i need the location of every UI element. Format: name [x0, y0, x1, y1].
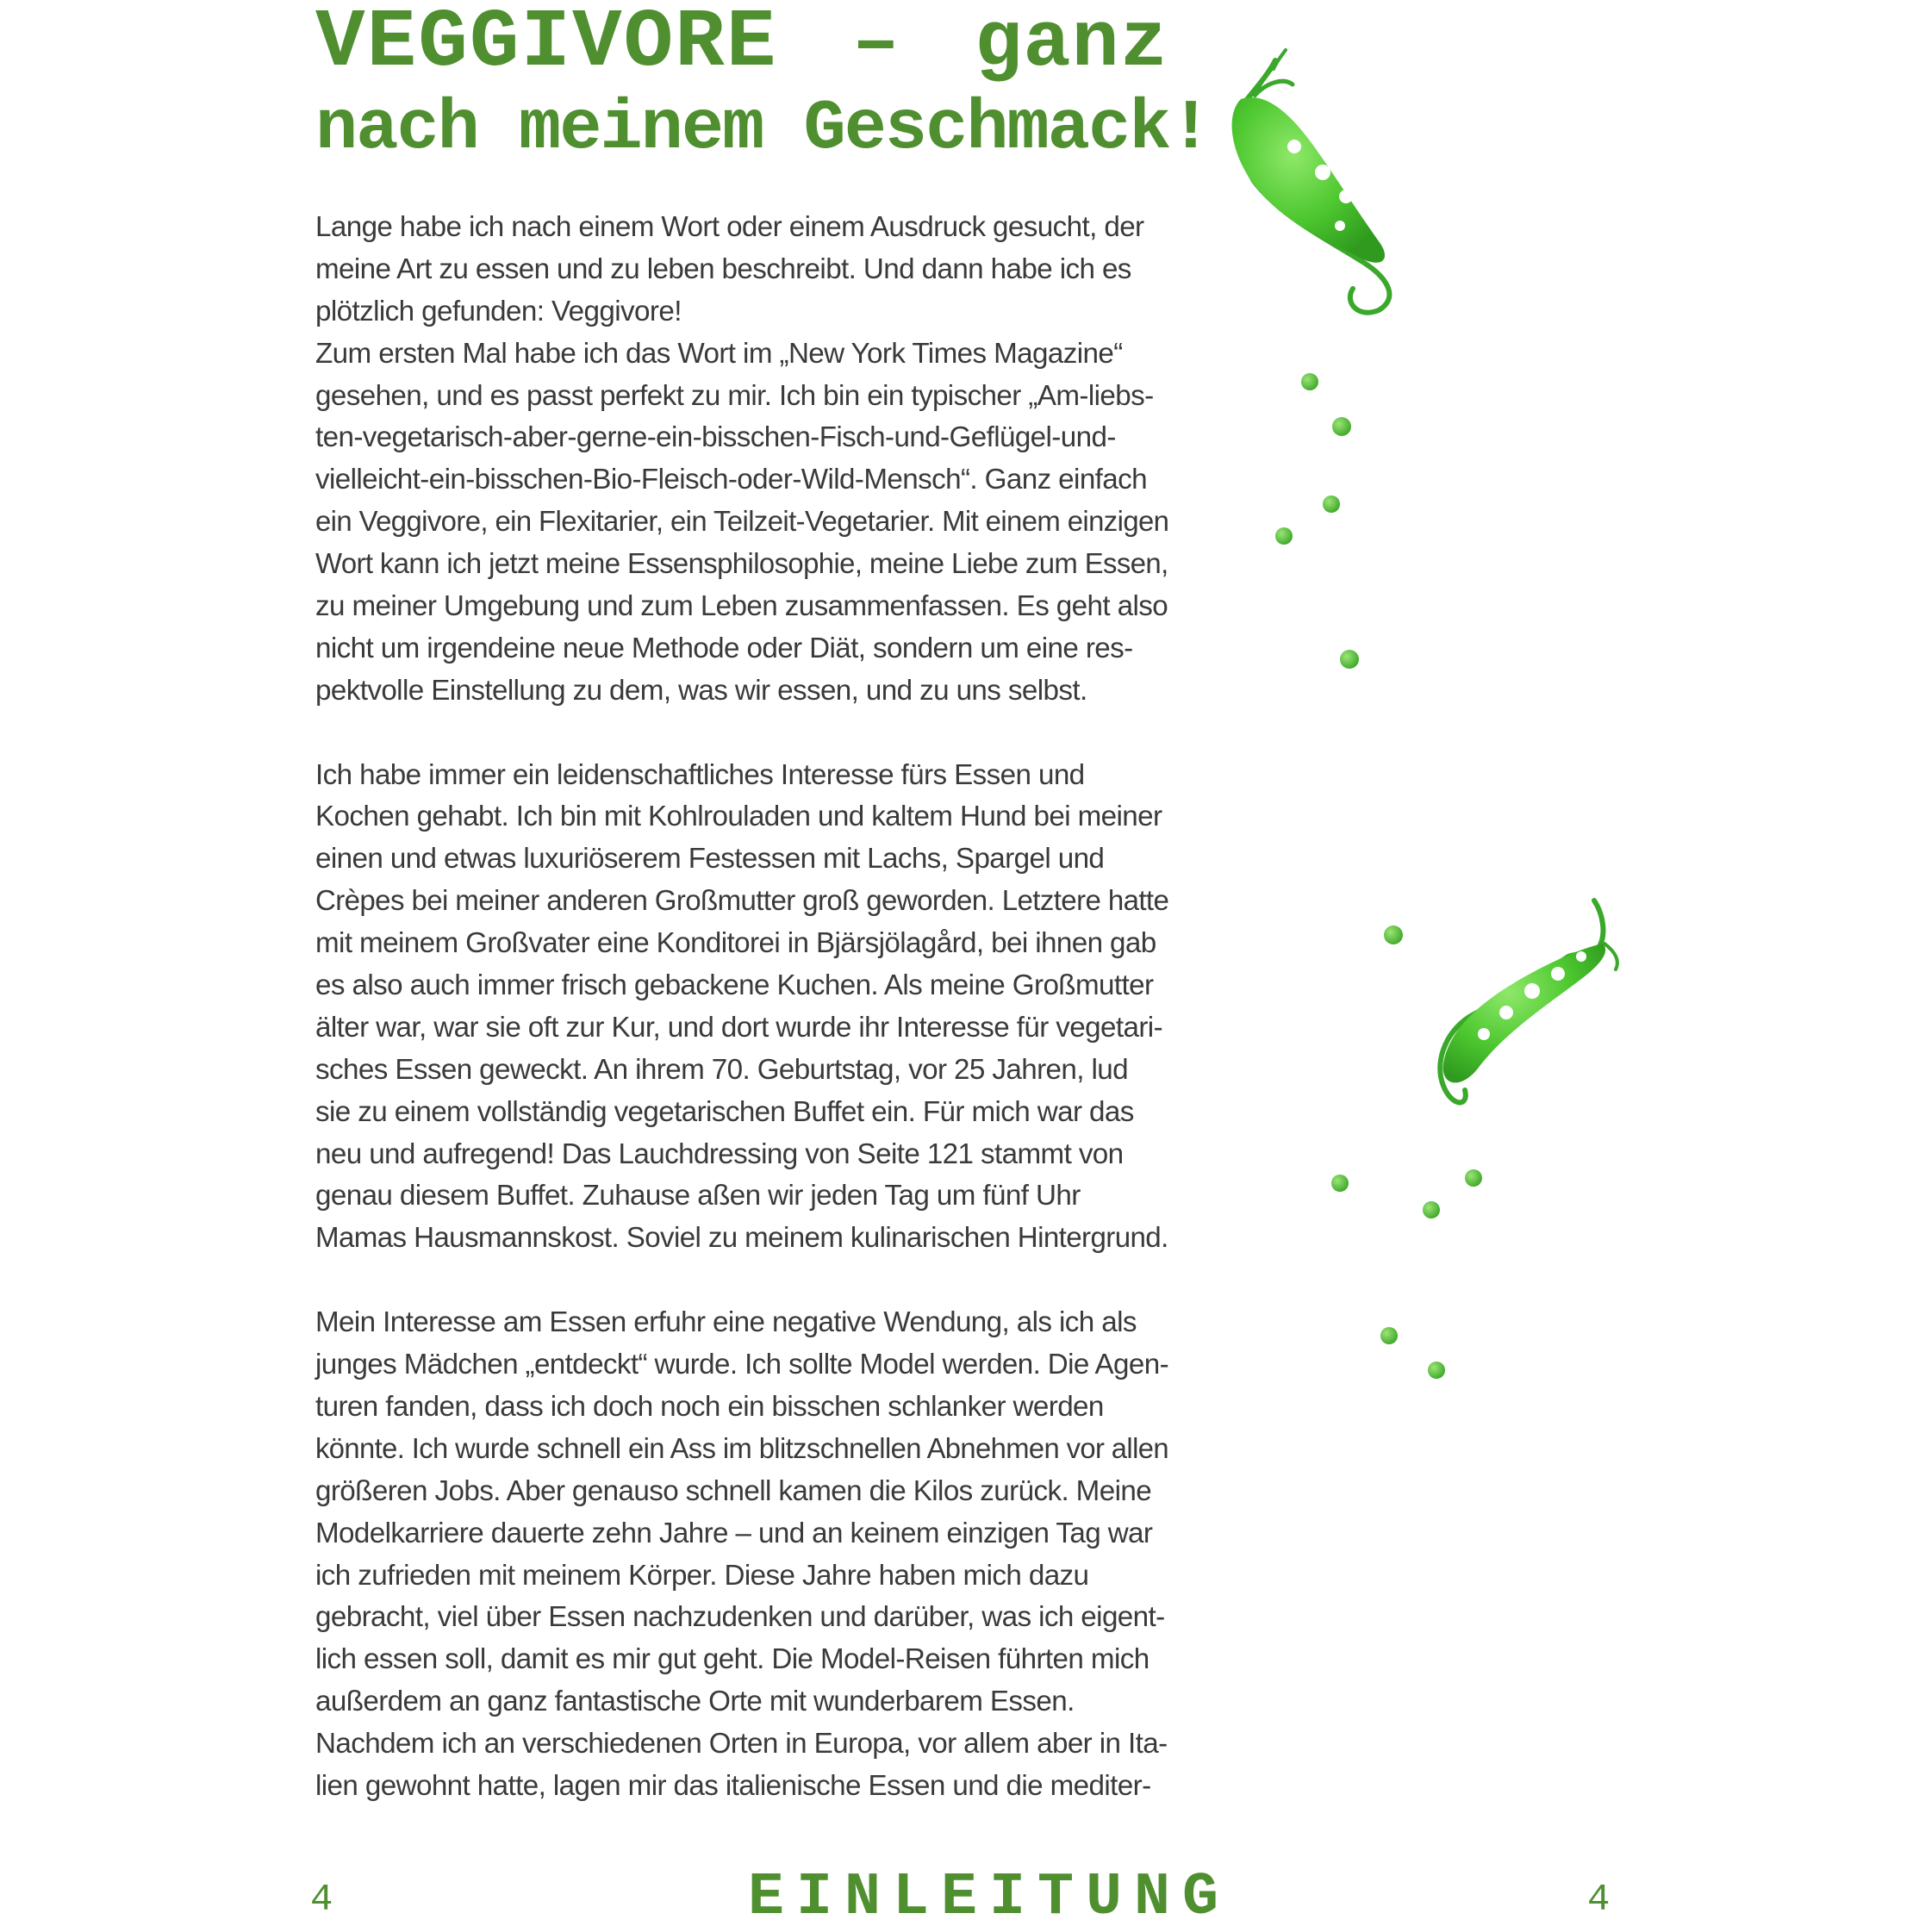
text-line: plötzlich gefunden: Veggivore!: [315, 295, 682, 327]
text-line: könnte. Ich wurde schnell ein Ass im blitzschnellen Abnehmen vor allen: [315, 1432, 1168, 1465]
paragraph: [315, 755, 1168, 1261]
text-line: turen fanden, dass ich doch noch ein bisschen schlanker werden: [315, 1390, 1104, 1423]
text-line: Modelkarriere dauerte zehn Jahre – und an keinem einzigen Tag war: [315, 1517, 1153, 1549]
pea-icon: [1340, 650, 1359, 669]
text-line: lich essen soll, damit es mir gut geht. Die Model-Reisen führten mich: [315, 1643, 1150, 1676]
text-line: Crèpes bei meiner anderen Großmutter groß geworden. Letztere hatte: [315, 885, 1169, 918]
text-line: mit meinem Großvater eine Konditorei in Bjärsjölagård, bei ihnen gab: [315, 927, 1156, 960]
text-line: einen und etwas luxuriöserem Festessen mit Lachs, Spargel und: [315, 843, 1105, 876]
text-line: Mamas Hausmannskost. Soviel zu meinem kulinarischen Hintergrund.: [315, 1222, 1168, 1255]
section-title: EINLEITUNG: [748, 1864, 1231, 1932]
text-line: pektvolle Einstellung zu dem, was wir essen, und zu uns selbst.: [315, 674, 1087, 707]
body-text: [315, 207, 1168, 1850]
pea-icon: [1423, 1201, 1440, 1218]
pea-icon: [1384, 925, 1403, 944]
text-line: ein Veggivore, ein Flexitarier, ein Teilzeit-Vegetarier. Mit einem einzigen: [315, 506, 1169, 539]
text-line: sches Essen geweckt. An ihrem 70. Geburtstag, vor 25 Jahren, lud: [315, 1053, 1128, 1086]
pea-icon: [1465, 1169, 1482, 1187]
text-line: gesehen, und es passt perfekt zu mir. Ich bin ein typischer „Am-liebs-: [315, 379, 1154, 412]
title-dash: –: [851, 0, 900, 89]
pea-icon: [1331, 1175, 1349, 1192]
text-line: vielleicht-ein-bisschen-Bio-Fleisch-oder-Wild-Mensch“. Ganz einfach: [315, 464, 1148, 496]
text-line: genau diesem Buffet. Zuhause aßen wir jeden Tag um fünf Uhr: [315, 1180, 1081, 1212]
page-number-left: 4: [310, 1879, 333, 1922]
text-line: junges Mädchen „entdeckt“ wurde. Ich sollte Model werden. Die Agen-: [315, 1349, 1169, 1381]
text-line: Wort kann ich jetzt meine Essensphilosophie, meine Liebe zum Essen,: [315, 548, 1168, 581]
text-line: Zum ersten Mal habe ich das Wort im „New York Times Magazine“: [315, 337, 1123, 370]
pea-icons: [1275, 373, 1482, 1379]
text-line: Kochen gehabt. Ich bin mit Kohlrouladen und kaltem Hund bei meiner: [315, 801, 1162, 833]
text-line: älter war, war sie oft zur Kur, und dort wurde ihr Interesse für vegetari-: [315, 1011, 1163, 1044]
text-line: nicht um irgendeine neue Methode oder Diät, sondern um eine res-: [315, 632, 1133, 664]
text-line: außerdem an ganz fantastische Orte mit wunderbarem Essen.: [315, 1686, 1075, 1718]
text-line: sie zu einem vollständig vegetarischen Buffet ein. Für mich war das: [315, 1095, 1134, 1128]
pea-icon: [1301, 373, 1318, 390]
text-line: ich zufrieden mit meinem Körper. Diese Jahre haben mich dazu: [315, 1559, 1089, 1592]
text-line: lien gewohnt hatte, lagen mir das italienische Essen und die mediter-: [315, 1769, 1151, 1802]
text-line: Lange habe ich nach einem Wort oder einem Ausdruck gesucht, der: [315, 211, 1144, 243]
text-line: gebracht, viel über Essen nachzudenken und darüber, was ich eigent-: [315, 1601, 1165, 1634]
pea-icon: [1332, 417, 1351, 436]
text-line: größeren Jobs. Aber genauso schnell kamen die Kilos zurück. Meine: [315, 1474, 1152, 1507]
page-number-right: 4: [1587, 1879, 1611, 1922]
text-line: ten-vegetarisch-aber-gerne-ein-bisschen-Fisch-und-Geflügel-und-: [315, 421, 1116, 454]
page-title: [315, 0, 1211, 172]
title-word-ganz: ganz: [975, 0, 1168, 89]
pea-pod-icon: [1232, 50, 1390, 313]
pea-icon: [1275, 527, 1293, 545]
text-line: Ich habe immer ein leidenschaftliches Interesse fürs Essen und: [315, 758, 1085, 791]
text-line: neu und aufregend! Das Lauchdressing von Seite 121 stammt von: [315, 1137, 1124, 1170]
pea-icon: [1428, 1362, 1445, 1379]
text-line: meine Art zu essen und zu leben beschreibt. Und dann habe ich es: [315, 252, 1131, 285]
text-line: Mein Interesse am Essen erfuhr eine negative Wendung, als ich als: [315, 1306, 1137, 1339]
title-line-1: [315, 0, 1168, 90]
text-line: zu meiner Umgebung und zum Leben zusammenfassen. Es geht also: [315, 590, 1168, 623]
text-line: Nachdem ich an verschiedenen Orten in Europa, vor allem aber in Ita-: [315, 1728, 1168, 1761]
pea-pod-icon: [1440, 901, 1617, 1102]
text-line: es also auch immer frisch gebackene Kuchen. Als meine Großmutter: [315, 969, 1154, 1002]
title-line-2: nach meinem Geschmack!: [315, 89, 1211, 169]
pea-icon: [1323, 495, 1340, 513]
pea-icon: [1380, 1327, 1398, 1344]
title-word-veggivore: VEGGIVORE: [315, 0, 778, 90]
paragraph: [315, 1302, 1168, 1808]
paragraph: [315, 207, 1168, 713]
